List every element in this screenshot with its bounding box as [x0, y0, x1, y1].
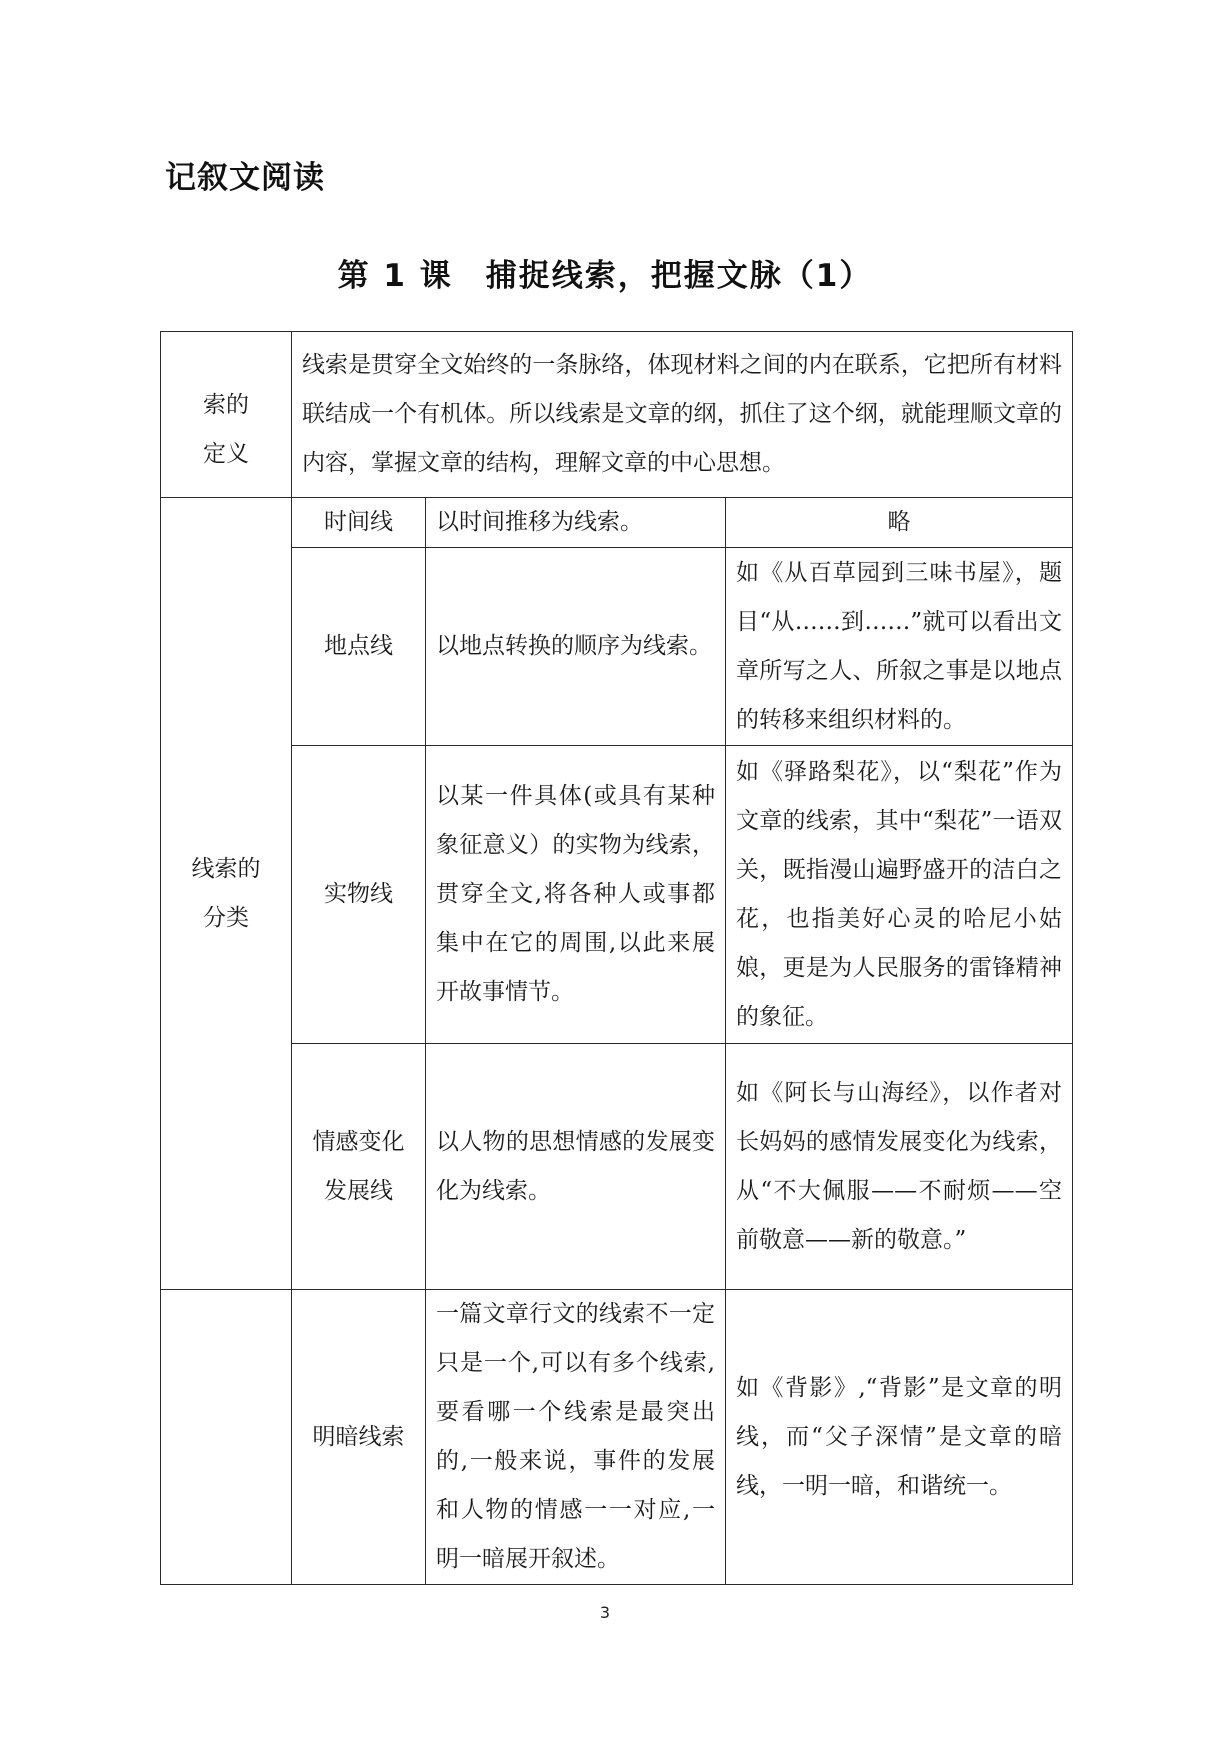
clue-type-example: 如《阿长与山海经》，以作者对长妈妈的感情发展变化为线索，从“不大佩服——不耐烦——空前敬意——新的敬意。” [726, 1044, 1073, 1290]
definition-text: 线索是贯穿全文始终的一条脉络，体现材料之间的内在联系，它把所有材料联结成一个有机体。所以线索是文章的纲，抓住了这个纲，就能理顺文章的内容，掌握文章的结构，理解文章的中心思想。 [292, 332, 1073, 498]
clue-type-example: 略 [726, 498, 1073, 548]
clue-type-name-line: 情感变化 [312, 1128, 405, 1155]
page-number: 3 [599, 1603, 611, 1622]
lesson-title: 第 1 课 捕捉线索，把握文脉（1） [337, 258, 873, 294]
clue-type-name [292, 1044, 426, 1290]
clue-type-example: 如《背影》,“背影”是文章的明线，而“父子深情”是文章的暗线，一明一暗，和谐统一。 [726, 1290, 1073, 1585]
clue-type-name: 时间线 [292, 498, 426, 548]
definition-category-line: 索的 [203, 391, 249, 418]
table-row [161, 548, 1073, 746]
clue-type-description: 以时间推移为线索。 [426, 498, 726, 548]
table-row [161, 1290, 1073, 1585]
light-dark-category [161, 1290, 292, 1585]
table-row [161, 746, 1073, 1044]
classification-category [161, 498, 292, 1290]
clue-type-description: 以某一件具体(或具有某种象征意义）的实物为线索，贯穿全文,将各种人或事都集中在它的周围,以此来展开故事情节。 [426, 746, 726, 1044]
table-row [161, 1044, 1073, 1290]
clue-type-name: 地点线 [292, 548, 426, 746]
definition-category [161, 332, 292, 498]
clue-type-example: 如《驿路梨花》，以“梨花”作为文章的线索，其中“梨花”一语双关，既指漫山遍野盛开的洁白之花，也指美好心灵的哈尼小姑娘，更是为人民服务的雷锋精神的象征。 [726, 746, 1073, 1044]
table-row [161, 498, 1073, 548]
clue-type-description: 一篇文章行文的线索不一定只是一个,可以有多个线索,要看哪一个线索是最突出的,一般来说，事件的发展和人物的情感一一对应,一明一暗展开叙述。 [426, 1290, 726, 1585]
clue-type-name-line: 发展线 [324, 1177, 393, 1204]
clue-type-description: 以人物的思想情感的发展变化为线索。 [426, 1044, 726, 1290]
clue-type-example: 如《从百草园到三味书屋》，题目“从……到……”就可以看出文章所写之人、所叙之事是以地点的转移来组织材料的。 [726, 548, 1073, 746]
clue-type-name: 明暗线索 [292, 1290, 426, 1585]
classification-category-line: 线索的 [191, 855, 261, 882]
classification-category-line: 分类 [203, 904, 249, 931]
clue-table [160, 331, 1073, 1585]
clue-type-name: 实物线 [292, 746, 426, 1044]
section-heading: 记叙文阅读 [165, 160, 325, 196]
definition-row [161, 332, 1073, 498]
clue-type-description: 以地点转换的顺序为线索。 [426, 548, 726, 746]
definition-category-line: 定义 [203, 440, 249, 467]
